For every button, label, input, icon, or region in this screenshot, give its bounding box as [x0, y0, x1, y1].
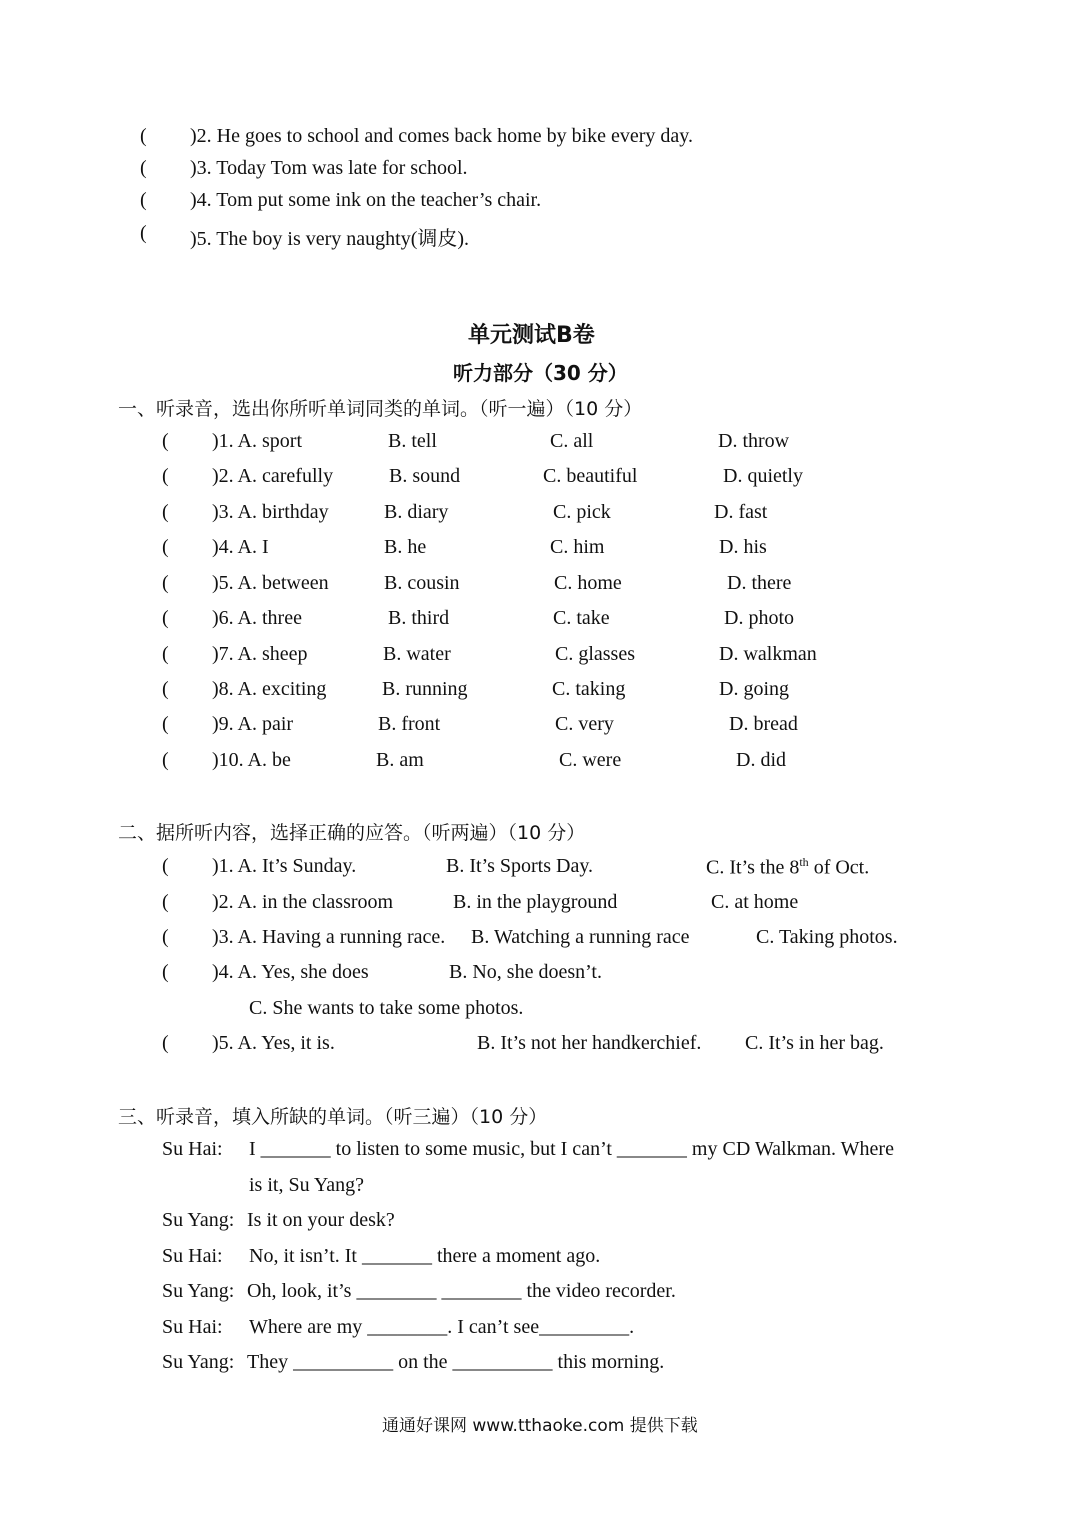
- option-a: )6. A. three: [212, 607, 302, 629]
- option-b: B. cousin: [384, 572, 460, 594]
- dialogue-line: Oh, look, it’s ________ ________ the video recorder.: [247, 1280, 676, 1302]
- option-a: )4. A. Yes, she does: [212, 961, 369, 983]
- page-title: 单元测试B卷: [468, 323, 595, 348]
- option-a: )8. A. exciting: [212, 678, 327, 700]
- ordinal-suffix: th: [799, 855, 809, 869]
- option-c: C. taking: [552, 678, 626, 700]
- option-b: B. am: [376, 749, 424, 771]
- option-c: C. take: [553, 607, 610, 629]
- option-b: B. It’s Sports Day.: [446, 855, 594, 877]
- option-c: C. She wants to take some photos.: [249, 997, 524, 1019]
- option-a: )10. A. be: [212, 749, 291, 771]
- option-b: B. tell: [388, 430, 437, 452]
- option-d: D. fast: [714, 501, 768, 523]
- option-a: )4. A. I: [212, 536, 269, 558]
- section-1-heading: 一、听录音，选出你所听单词同类的单词。（听一遍）（10 分）: [118, 398, 643, 420]
- option-c-text-end: of Oct.: [808, 856, 870, 879]
- answer-paren: (: [162, 891, 169, 913]
- answer-paren: (: [162, 1032, 169, 1054]
- answer-paren: (: [162, 855, 169, 877]
- answer-paren: (: [162, 430, 169, 452]
- speaker-label: Su Hai:: [162, 1245, 223, 1267]
- page-subtitle: 听力部分（30 分）: [453, 361, 628, 385]
- speaker-label: Su Yang:: [162, 1351, 235, 1373]
- dialogue-line: No, it isn’t. It _______ there a moment ago.: [249, 1245, 601, 1267]
- answer-paren: (: [162, 501, 169, 523]
- option-b: B. third: [388, 607, 450, 629]
- dialogue-line: I _______ to listen to some music, but I can’t _______ my CD Walkman. Where: [249, 1138, 894, 1160]
- option-c: C. all: [550, 430, 594, 452]
- answer-paren: (: [162, 678, 169, 700]
- answer-paren: (: [162, 713, 169, 735]
- answer-paren: (: [162, 572, 169, 594]
- option-c: C. It’s in her bag.: [745, 1032, 884, 1054]
- option-b: B. front: [378, 713, 441, 735]
- speaker-label: Su Yang:: [162, 1280, 235, 1302]
- dialogue-line: Where are my ________. I can’t see_________.: [249, 1316, 635, 1338]
- option-a: )1. A. sport: [212, 430, 302, 452]
- option-c: C. pick: [553, 501, 611, 523]
- option-a: )5. A. Yes, it is.: [212, 1032, 335, 1054]
- option-c: C. him: [550, 536, 605, 558]
- option-b: B. diary: [384, 501, 449, 523]
- option-a: )3. A. Having a running race.: [212, 926, 446, 948]
- answer-paren: (: [140, 222, 147, 244]
- option-d: D. walkman: [719, 643, 817, 665]
- option-d: D. photo: [724, 607, 794, 629]
- option-c: C. beautiful: [543, 465, 638, 487]
- option-d: D. his: [719, 536, 767, 558]
- footer-text: 通通好课网 www.tthaoke.com 提供下载: [382, 1416, 698, 1436]
- question-text: )3. Today Tom was late for school.: [190, 157, 468, 179]
- option-d: D. quietly: [723, 465, 803, 487]
- option-a: )3. A. birthday: [212, 501, 329, 523]
- option-a: )9. A. pair: [212, 713, 294, 735]
- option-c: [706, 855, 869, 880]
- option-c: C. very: [555, 713, 614, 735]
- answer-paren: (: [162, 643, 169, 665]
- answer-paren: (: [140, 189, 147, 211]
- question-text: )4. Tom put some ink on the teacher’s chair.: [190, 189, 542, 211]
- speaker-label: Su Hai:: [162, 1138, 223, 1160]
- option-c: C. were: [559, 749, 622, 771]
- option-a: )7. A. sheep: [212, 643, 308, 665]
- option-a: )2. A. in the classroom: [212, 891, 394, 913]
- section-2-heading: 二、据所听内容，选择正确的应答。（听两遍）（10 分）: [118, 822, 586, 844]
- option-c: C. glasses: [555, 643, 635, 665]
- dialogue-line: is it, Su Yang?: [249, 1174, 365, 1196]
- option-c: C. Taking photos.: [756, 926, 898, 948]
- answer-paren: (: [162, 465, 169, 487]
- option-c: C. at home: [711, 891, 799, 913]
- answer-paren: (: [162, 607, 169, 629]
- option-a: )5. A. between: [212, 572, 329, 594]
- option-d: D. throw: [718, 430, 790, 452]
- option-d: D. did: [736, 749, 786, 771]
- option-d: D. bread: [729, 713, 798, 735]
- speaker-label: Su Hai:: [162, 1316, 223, 1338]
- option-d: D. there: [727, 572, 792, 594]
- section-3-heading: 三、听录音，填入所缺的单词。（听三遍）（10 分）: [118, 1106, 548, 1128]
- speaker-label: Su Yang:: [162, 1209, 235, 1231]
- answer-paren: (: [162, 926, 169, 948]
- question-text: )5. The boy is very naughty(调皮).: [190, 228, 470, 250]
- answer-paren: (: [162, 961, 169, 983]
- option-d: D. going: [719, 678, 789, 700]
- option-b: B. water: [383, 643, 451, 665]
- option-b: B. running: [382, 678, 468, 700]
- option-b: B. No, she doesn’t.: [449, 961, 602, 983]
- question-text: )2. He goes to school and comes back home by bike every day.: [190, 125, 693, 147]
- dialogue-line: They __________ on the __________ this morning.: [247, 1351, 665, 1373]
- option-b: B. he: [384, 536, 427, 558]
- option-b: B. It’s not her handkerchief.: [477, 1032, 702, 1054]
- option-b: B. Watching a running race: [471, 926, 690, 948]
- option-c-text: C. It’s the 8: [706, 856, 800, 879]
- option-b: B. in the playground: [453, 891, 618, 913]
- answer-paren: (: [162, 749, 169, 771]
- dialogue-line: Is it on your desk?: [247, 1209, 395, 1231]
- option-a: )2. A. carefully: [212, 465, 334, 487]
- option-c: C. home: [554, 572, 622, 594]
- option-b: B. sound: [389, 465, 461, 487]
- answer-paren: (: [140, 125, 147, 147]
- answer-paren: (: [162, 536, 169, 558]
- option-a: )1. A. It’s Sunday.: [212, 855, 357, 877]
- answer-paren: (: [140, 157, 147, 179]
